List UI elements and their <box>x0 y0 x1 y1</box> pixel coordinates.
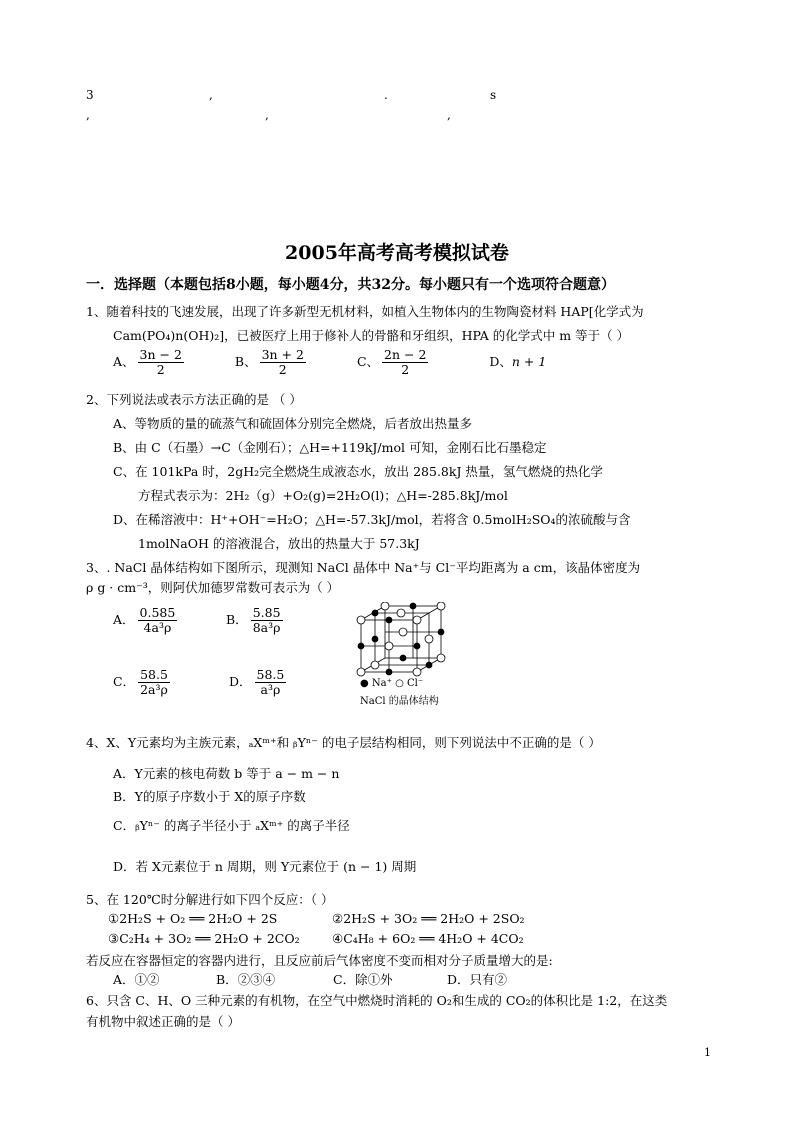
q5-reaction-4: ④C₄H₈ + 6O₂ ══ 4H₂O + 4CO₂ <box>332 931 524 946</box>
q1-option-a-fraction <box>138 348 184 377</box>
denominator: a³ρ <box>260 681 281 697</box>
q3-option-a <box>113 606 180 635</box>
q2-option-d-line2: 1molNaOH 的溶液混合，放出的热量大于 57.3kJ <box>138 536 420 551</box>
q5-option-a: A．①② <box>113 972 160 987</box>
q5-condition: 若反应在容器恒定的容器内进行，且反应前后气体密度不变而相对分子质量增大的是: <box>86 953 553 968</box>
fraction <box>138 668 170 697</box>
q3-option-c <box>113 668 173 697</box>
header-mark: , <box>447 108 451 122</box>
header-mark: . <box>384 88 388 102</box>
q1-option-d-value: n + 1 <box>511 353 547 369</box>
q5-reaction-1: ①2H₂S + O₂ ══ 2H₂O + 2S <box>108 911 278 926</box>
numerator: 5.85 <box>252 605 281 620</box>
denominator: 4a³ρ <box>143 619 172 635</box>
q1-option-b-label: B、 <box>234 353 257 369</box>
q1-options <box>113 348 546 377</box>
q2-stem: 2、下列说法或表示方法正确的是 （ ） <box>86 392 302 407</box>
q3-stem-line2: ρ g · cm⁻³，则阿伏加德罗常数可表示为（ ） <box>86 580 340 595</box>
page-title: 2005年高考高考模拟试卷 <box>285 242 509 264</box>
denominator: 2 <box>401 361 410 377</box>
q1-option-b-fraction <box>260 348 306 377</box>
option-label: B． <box>226 611 248 627</box>
q5-reaction-3: ③C₂H₄ + 3O₂ ══ 2H₂O + 2CO₂ <box>108 931 300 946</box>
q3-option-d <box>229 668 289 697</box>
fraction <box>255 668 287 697</box>
q3-stem-line1: 3、. NaCl 晶体结构如下图所示，现测知 NaCl 晶体中 Na⁺与 Cl⁻平均距离为 a cm，该晶体密度为 <box>86 560 641 575</box>
q1-stem-line2: Cam(PO₄)n(OH)₂]，已被医疗上用于修补人的骨骼和牙组织，HPA 的化学式中 m 等于（ ） <box>113 328 630 343</box>
denominator: 2 <box>156 361 165 377</box>
header-mark: , <box>209 88 213 102</box>
denominator: 2a³ρ <box>140 681 168 697</box>
header-mark: s <box>490 88 497 102</box>
numerator: 58.5 <box>140 667 168 682</box>
q1-option-d-label: D、 <box>489 353 512 369</box>
q2-option-d-line1: D、在稀溶液中：H⁺+OH⁻=H₂O；△H=-57.3kJ/mol，若将含 0.5molH₂SO₄的浓硫酸与含 <box>113 512 631 527</box>
q2-option-c-line2: 方程式表示为：2H₂（g）+O₂(g)=2H₂O(l)；△H=-285.8kJ/mol <box>138 488 508 503</box>
q2-option-b: B、由 C（石墨）→C（金刚石）；△H=+119kJ/mol 可知，金刚石比石墨稳定 <box>113 440 547 455</box>
q1-option-c-fraction <box>382 348 428 377</box>
fraction <box>251 606 283 635</box>
nacl-caption: NaCl 的晶体结构 <box>360 696 439 707</box>
q5-reaction-2: ②2H₂S + 3O₂ ══ 2H₂O + 2SO₂ <box>332 911 525 926</box>
q4-option-c: C．ᵦYⁿ⁻ 的离子半径小于 ₐXᵐ⁺ 的离子半径 <box>113 818 350 833</box>
header-mark: , <box>86 108 90 122</box>
header-mark: , <box>265 108 269 122</box>
q6-stem-line2: 有机物中叙述正确的是（ ） <box>86 1014 240 1029</box>
section-heading: 一．选择题（本题包括8小题，每小题4分，共32分。每小题只有一个选项符合题意） <box>86 277 615 293</box>
numerator: 2n − 2 <box>384 347 427 362</box>
q5-option-b: B．②③④ <box>216 972 276 987</box>
denominator: 8a³ρ <box>252 619 281 635</box>
q4-option-d: D．若 X元素位于 n 周期，则 Y元素位于 (n − 1) 周期 <box>113 859 417 874</box>
q6-stem-line1: 6、只含 C、H、O 三种元素的有机物，在空气中燃烧时消耗的 O₂和生成的 CO₂的体积比是 1:2，在这类 <box>86 993 668 1008</box>
q5-option-d: D．只有② <box>447 972 508 987</box>
q4-stem: 4、X、Y元素均为主族元素，ₐXᵐ⁺和 ᵦYⁿ⁻ 的电子层结构相同，则下列说法中不正确的是（ ） <box>86 735 601 750</box>
q5-stem: 5、在 120℃时分解进行如下四个反应：（ ） <box>86 892 334 907</box>
numerator: 3n − 2 <box>139 347 182 362</box>
q1-stem-line1: 1、随着科技的飞速发展，出现了许多新型无机材料，如植入生物体内的生物陶瓷材料 HAP[化学式为 <box>86 304 644 319</box>
numerator: 58.5 <box>256 667 285 682</box>
numerator: 3n + 2 <box>261 347 304 362</box>
option-label: C． <box>113 673 136 689</box>
option-label: A． <box>113 611 135 627</box>
q5-option-c: C．除①外 <box>333 972 393 987</box>
q2-option-a: A、等物质的量的硫蒸气和硫固体分别完全燃烧，后者放出热量多 <box>113 416 473 431</box>
nacl-legend: ● Na⁺ ○ Cl⁻ <box>360 678 424 689</box>
page-number: 1 <box>704 1046 711 1059</box>
nacl-crystal-diagram <box>355 602 450 677</box>
q4-option-a: A．Y元素的核电荷数 b 等于 a − m − n <box>113 766 340 781</box>
q2-option-c-line1: C、在 101kPa 时，2gH₂完全燃烧生成液态水，放出 285.8kJ 热量，氢气燃烧的热化学 <box>113 464 603 479</box>
header-mark: 3 <box>86 88 94 102</box>
denominator: 2 <box>278 361 287 377</box>
q1-option-c-label: C、 <box>356 353 380 369</box>
q3-option-b <box>226 606 286 635</box>
numerator: 0.585 <box>139 605 176 620</box>
option-label: D． <box>229 673 252 689</box>
q4-option-b: B．Y的原子序数小于 X的原子序数 <box>113 789 306 804</box>
fraction <box>138 606 178 635</box>
q1-option-a-label: A、 <box>113 353 135 369</box>
